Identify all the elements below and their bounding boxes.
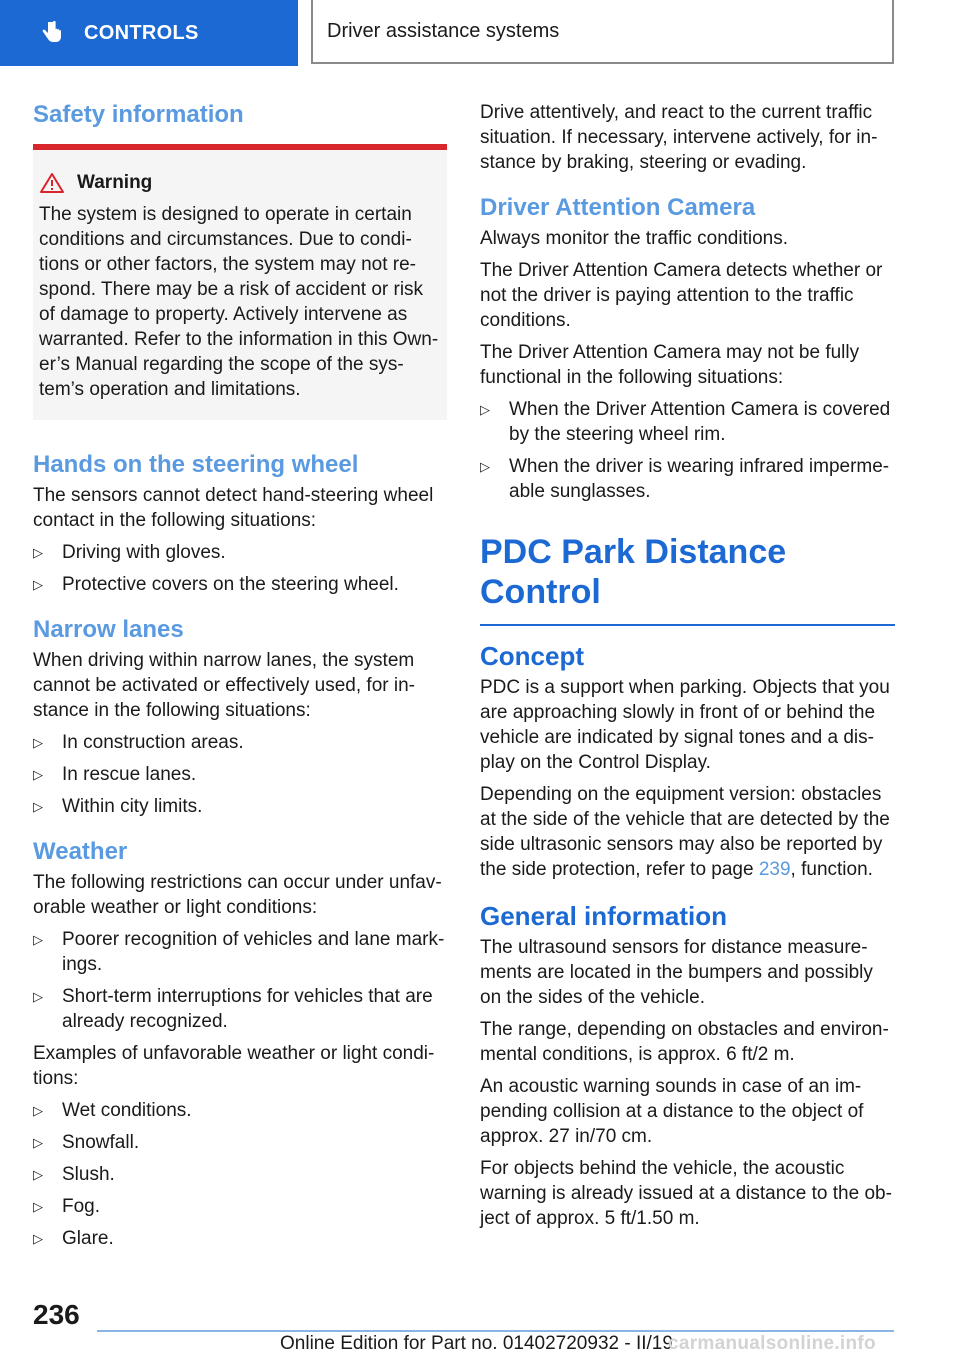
hands-heading: Hands on the steering wheel [33, 451, 359, 478]
list-item: ▷ When the Driver Attention Camera is covered by the steering wheel rim. [480, 399, 891, 445]
chapter-title: Driver assistance systems [311, 0, 894, 64]
camera-heading: Driver Attention Camera [480, 194, 756, 221]
camera-p1: Always monitor the traffic conditions. [480, 228, 789, 249]
general-p3: An acoustic warning sounds in case of an im-pending collision at a distance to the object of approx. 27 in/70 cm. [480, 1076, 864, 1147]
safety-heading: Safety information [33, 101, 244, 128]
warning-title-text: Warning [77, 172, 153, 193]
list-item: ▷ Poorer recognition of vehicles and lane mark-ings. [33, 929, 445, 975]
concept-heading: Concept [480, 641, 584, 671]
footer-rule [97, 1330, 894, 1332]
camera-p3: The Driver Attention Camera may not be fully functional in the following situations: [480, 342, 860, 388]
bullet-triangle-icon: ▷ [480, 459, 490, 474]
camera-list [480, 397, 895, 504]
bullet-triangle-icon: ▷ [33, 1199, 43, 1214]
weather-heading: Weather [33, 838, 128, 865]
bullet-triangle-icon: ▷ [33, 1167, 43, 1182]
list-item: ▷ Wet conditions. [33, 1100, 192, 1121]
hand-pointer-icon [40, 20, 64, 46]
bullet-triangle-icon: ▷ [33, 735, 43, 750]
general-p2: The range, depending on obstacles and environ-mental conditions, is approx. 6 ft/2 m. [480, 1019, 889, 1065]
bullet-triangle-icon: ▷ [33, 545, 43, 560]
list-item: ▷ Driving with gloves. [33, 542, 226, 563]
intro-text: Drive attentively, and react to the current traffic situation. If necessary, intervene actively, for in-stance by braking, steering or evading. [480, 102, 878, 173]
right-column [480, 100, 895, 1238]
warning-triangle-icon [39, 172, 65, 194]
hands-text: The sensors cannot detect hand-steering wheel contact in the following situations: [33, 485, 434, 531]
edition-text: Online Edition for Part no. 01402720932 - II/19 [280, 1333, 673, 1354]
bullet-triangle-icon: ▷ [33, 989, 43, 1004]
bullet-triangle-icon: ▷ [33, 1103, 43, 1118]
page-link[interactable]: 239 [758, 859, 791, 880]
weather-text: The following restrictions can occur under unfav-orable weather or light conditions: [33, 872, 442, 918]
bullet-triangle-icon: ▷ [480, 402, 490, 417]
list-item: ▷ Protective covers on the steering wheel. [33, 574, 399, 595]
warning-box [33, 144, 447, 420]
narrow-list [33, 730, 447, 819]
bullet-triangle-icon: ▷ [33, 932, 43, 947]
bullet-triangle-icon: ▷ [33, 577, 43, 592]
page-number: 236 [33, 1299, 80, 1330]
general-p1: The ultrasound sensors for distance measure-ments are located in the bumpers and possibly on the sides of the vehicle. [480, 937, 873, 1008]
general-heading: General information [480, 901, 728, 931]
watermark: carmanualsonline.info [668, 1333, 876, 1354]
bullet-triangle-icon: ▷ [33, 799, 43, 814]
warning-text: The system is designed to operate in certain conditions and circumstances. Due to condi-tions or other factors, the system may not re-spond. There may be a risk of accident or risk of damage to property. Actively intervene as warranted. Refer to the information in this Own-er’s Manual regarding the scope of the sys-tem’s operation and limitations. [39, 204, 439, 400]
list-item: ▷ Glare. [33, 1228, 114, 1249]
narrow-heading: Narrow lanes [33, 616, 184, 643]
list-item: ▷ Within city limits. [33, 796, 203, 817]
camera-p2: The Driver Attention Camera detects whether or not the driver is paying attention to the traffic conditions. [480, 260, 883, 331]
section-label: CONTROLS [84, 21, 199, 44]
warning-title [39, 170, 439, 195]
list-item: ▷ In rescue lanes. [33, 764, 197, 785]
bullet-triangle-icon: ▷ [33, 1135, 43, 1150]
section-tab-controls[interactable] [0, 0, 298, 66]
examples-list [33, 1098, 447, 1251]
pdc-heading: PDC Park Distance Control [480, 533, 787, 611]
list-item: ▷ In construction areas. [33, 732, 244, 753]
page-header [0, 0, 960, 66]
list-item: ▷ Snowfall. [33, 1132, 140, 1153]
left-column [33, 100, 447, 1258]
list-item: ▷ Fog. [33, 1196, 101, 1217]
heading-rule [480, 624, 895, 626]
general-p4: For objects behind the vehicle, the acoustic warning is already issued at a distance to the ob-ject of approx. 5 ft/1.50 m. [480, 1158, 892, 1229]
concept-p1: PDC is a support when parking. Objects that you are approaching slowly in front of or behind the vehicle are indicated by signal tones and a dis-play on the Control Display. [480, 677, 890, 773]
hands-list [33, 540, 447, 597]
examples-text: Examples of unfavorable weather or light condi-tions: [33, 1043, 435, 1089]
concept-p2: Depending on the equipment version: obstacles at the side of the vehicle that are detected by the side ultrasonic sensors may also be reported by the side protection, refer to page 239, function. [480, 784, 890, 880]
weather-list [33, 927, 447, 1034]
bullet-triangle-icon: ▷ [33, 1231, 43, 1246]
list-item: ▷ Short-term interruptions for vehicles that are already recognized. [33, 986, 433, 1032]
list-item: ▷ When the driver is wearing infrared imperme-able sunglasses. [480, 456, 890, 502]
list-item: ▷ Slush. [33, 1164, 115, 1185]
narrow-text: When driving within narrow lanes, the system cannot be activated or effectively used, for in-stance in the following situations: [33, 650, 415, 721]
bullet-triangle-icon: ▷ [33, 767, 43, 782]
